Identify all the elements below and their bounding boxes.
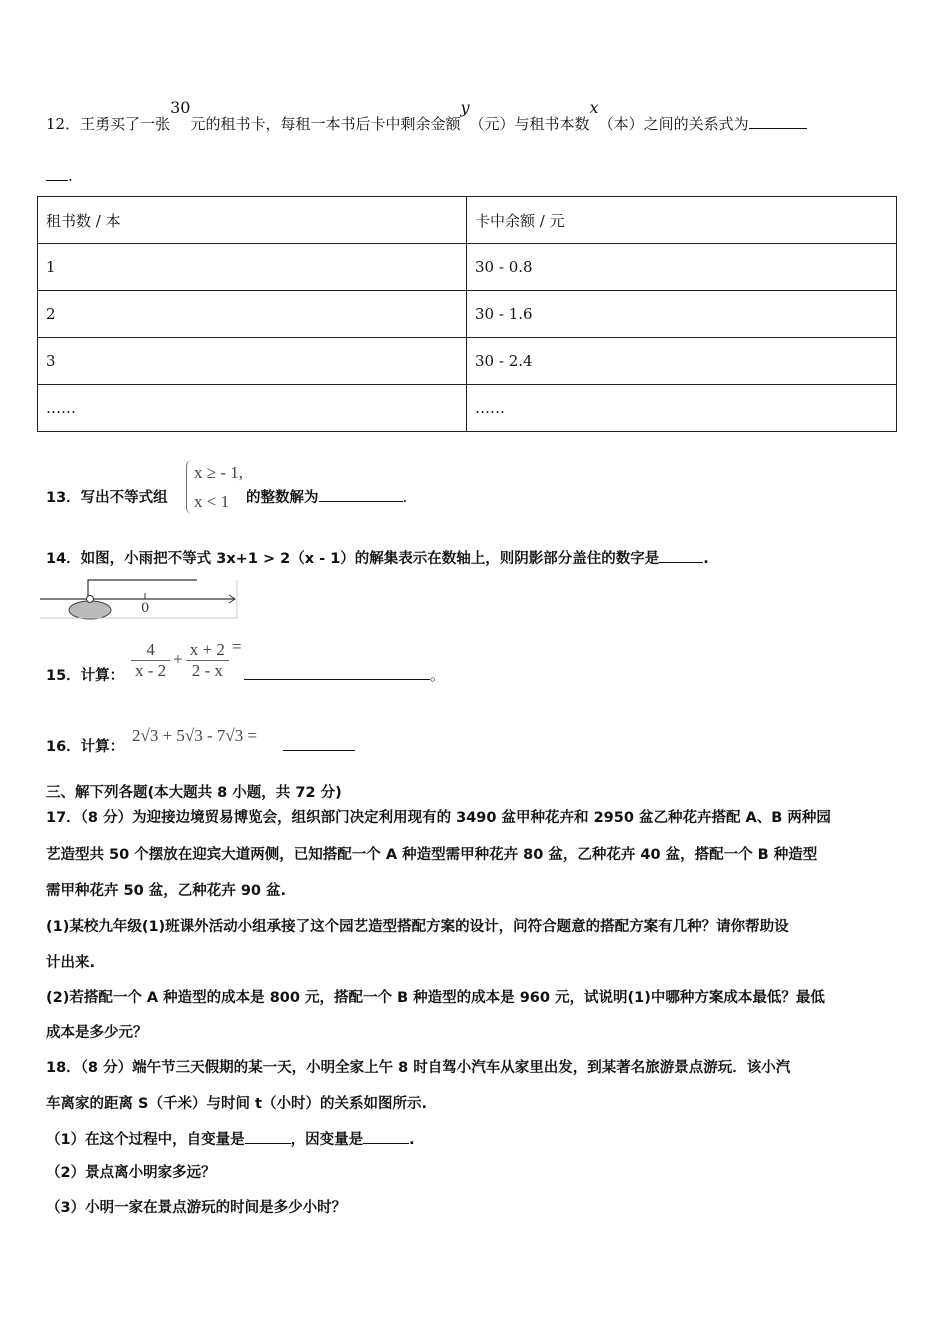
fraction-2 [186, 640, 229, 681]
q18-sub1 [46, 1129, 415, 1150]
q15-text: 15．计算： [46, 668, 125, 684]
radical-expression: 2√3 + 5√3 - 7√3 = [132, 726, 258, 745]
table-cell: …… [467, 385, 897, 432]
table-row [38, 244, 897, 291]
answer-blank[interactable] [244, 665, 430, 680]
table-cell: 1 [38, 244, 467, 291]
table-cell: 30 - 2.4 [467, 338, 897, 385]
number-line-figure [40, 576, 240, 620]
table-header: 卡中余额 / 元 [467, 197, 897, 244]
shaded-cover [69, 601, 111, 619]
q18-text: （1）在这个过程中，自变量是 [46, 1132, 245, 1148]
question-12 [46, 98, 807, 134]
q18-line: 车离家的距离 S（千米）与时间 t（小时）的关系如图所示. [46, 1096, 427, 1112]
q15-end: 。 [430, 666, 446, 684]
inequality-2: x < 1 [194, 492, 230, 511]
q12-text: 元的租书卡，每租一本书后卡中剩余金额 [190, 115, 461, 133]
q18-line: 18．（8 分）端午节三天假期的某一天，小明全家上午 8 时自驾小汽车从家里出发，到某著名旅游景点游玩．该小汽 [46, 1060, 791, 1076]
q14-text: 14．如图，小雨把不等式 3x+1 > 2（x - 1）的解集表示在数轴上，则阴影部分盖住的数字是 [46, 551, 660, 567]
answer-blank[interactable] [283, 736, 355, 751]
table-cell: 2 [38, 291, 467, 338]
answer-blank[interactable] [749, 114, 807, 129]
inequality-1: x ≥ - 1, [194, 463, 243, 482]
q12-end: . [68, 167, 73, 185]
table-cell: 30 - 0.8 [467, 244, 897, 291]
axis-label-zero: 0 [141, 601, 150, 616]
q12-var-x: x [589, 98, 599, 117]
q12-text: 12．王勇买了一张 [46, 115, 171, 133]
q13-text: 13．写出不等式组 [46, 490, 168, 506]
question-14 [46, 548, 709, 569]
denominator: 2 - x [191, 661, 223, 680]
table-cell: 30 - 1.6 [467, 291, 897, 338]
denominator: x - 2 [135, 661, 167, 680]
rental-table [37, 196, 897, 432]
brace [186, 460, 193, 514]
q14-end: . [703, 551, 709, 567]
open-circle [87, 596, 94, 603]
plus-sign: + [173, 649, 183, 669]
q16-text: 16．计算： [46, 739, 125, 755]
question-13 [46, 487, 168, 508]
q17-line: 需甲种花卉 50 盆，乙种花卉 90 盆. [46, 883, 287, 899]
question-15 [46, 665, 124, 686]
table-cell: …… [38, 385, 467, 432]
numerator: x + 2 [186, 640, 229, 661]
table-row [38, 338, 897, 385]
q17-line: 成本是多少元？ [46, 1025, 148, 1041]
answer-blank[interactable] [363, 1129, 409, 1144]
table-header-row [38, 197, 897, 244]
q17-line: 计出来. [46, 955, 96, 971]
numerator: 4 [131, 640, 170, 661]
q18-sub3: （3）小明一家在景点游玩的时间是多少小时？ [46, 1200, 347, 1216]
table-row [38, 385, 897, 432]
question-16 [46, 736, 124, 757]
fraction-1 [131, 640, 170, 681]
q12-text: （元）与租书本数 [469, 115, 590, 133]
q13-text: 的整数解为 [246, 490, 319, 506]
answer-blank[interactable] [245, 1129, 291, 1144]
q12-amount: 30 [170, 98, 191, 117]
q12-text: （本）之间的关系式为 [598, 115, 749, 133]
fraction-expression [128, 637, 242, 681]
q13-end: . [402, 488, 408, 506]
table-row [38, 291, 897, 338]
q18-end: . [409, 1132, 415, 1148]
section-heading: 三、解下列各题(本大题共 8 小题，共 72 分) [46, 785, 342, 801]
q17-line: 17．（8 分）为迎接边境贸易博览会，组织部门决定利用现有的 3490 盆甲种花卉和 2950 盆乙种花卉搭配 A、B 两种园 [46, 810, 831, 826]
equals-sign: = [231, 637, 242, 657]
table-header: 租书数 / 本 [38, 197, 467, 244]
table-cell: 3 [38, 338, 467, 385]
q17-line: 艺造型共 50 个摆放在迎宾大道两侧，已知搭配一个 A 种造型需甲种花卉 80 盆，乙种花卉 40 盆，搭配一个 B 种造型 [46, 847, 818, 863]
solution-bracket [88, 580, 197, 597]
q17-line: (1)某校九年级(1)班课外活动小组承接了这个园艺造型搭配方案的设计，问符合题意的搭配方案有几种？请你帮助设 [46, 919, 789, 935]
answer-blank[interactable] [319, 487, 403, 502]
q18-sub2: （2）景点离小明家多远？ [46, 1165, 216, 1181]
q18-text: ，因变量是 [290, 1132, 364, 1148]
q12-var-y: y [460, 98, 470, 117]
answer-blank[interactable] [659, 548, 703, 563]
q12-blank-continued [46, 166, 73, 186]
q17-line: (2)若搭配一个 A 种造型的成本是 800 元，搭配一个 B 种造型的成本是 960 元，试说明(1)中哪种方案成本最低？最低 [46, 990, 825, 1006]
answer-blank[interactable] [46, 166, 68, 181]
